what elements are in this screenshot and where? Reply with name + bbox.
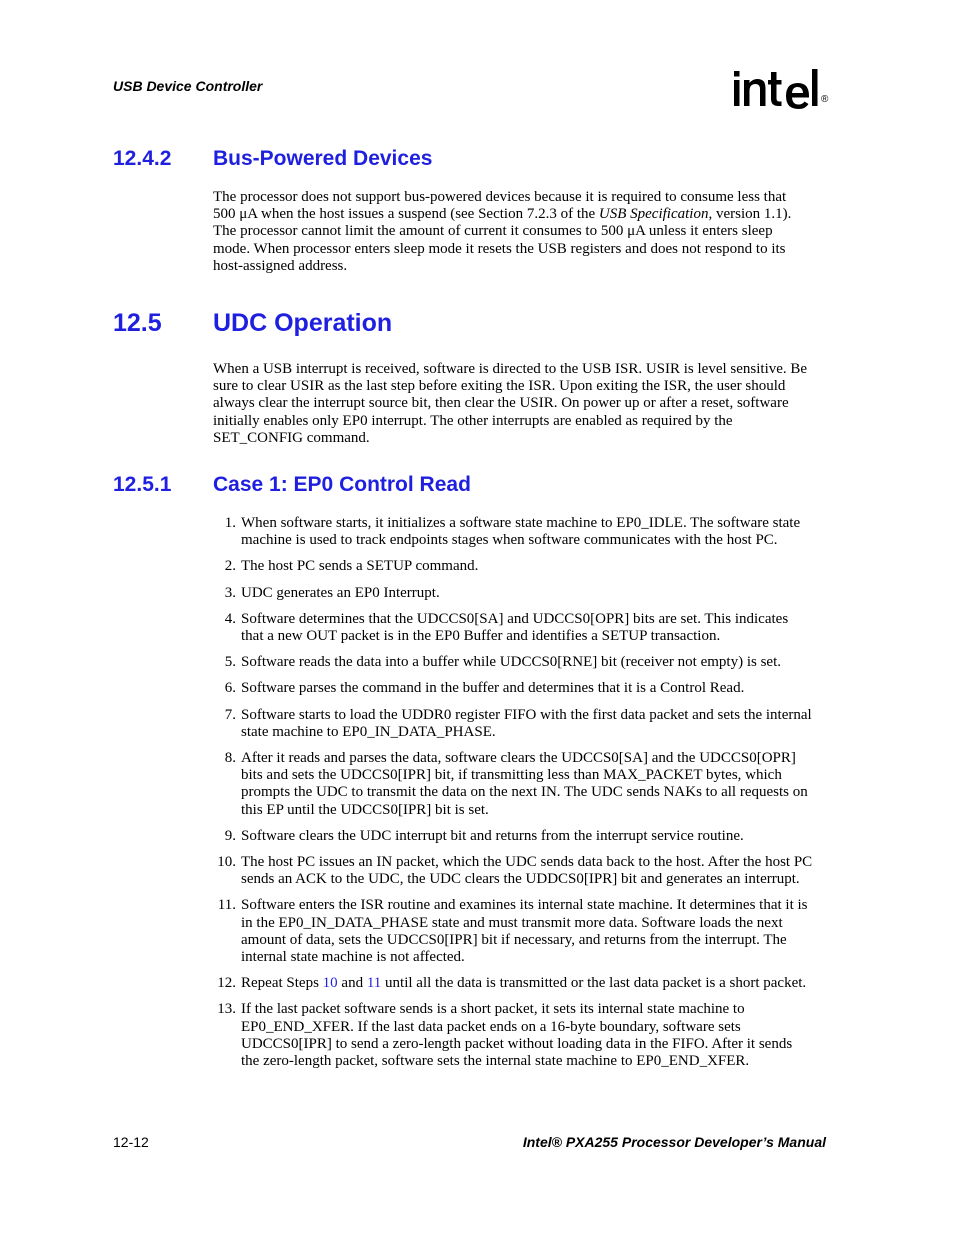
text-line: UDC generates an EP0 Interrupt. (241, 584, 440, 601)
list-marker: 3. (224, 584, 236, 601)
list-marker: 12. (217, 975, 236, 992)
list-marker: 7. (224, 706, 236, 723)
text-line: The processor cannot limit the amount of current it consumes to 500 μA unless it enters sleep (213, 223, 773, 240)
section-title: Case 1: EP0 Control Read (213, 473, 471, 496)
text-line (241, 975, 833, 992)
list-item (213, 585, 833, 602)
usb-spec-reference: USB Specification (598, 206, 709, 223)
step-10-link[interactable]: 10 (322, 975, 338, 992)
running-header: USB Device Controller (113, 78, 263, 94)
list-item (213, 897, 833, 966)
list-marker: 11. (217, 897, 236, 914)
text-line: UDCCS0[IPR] to send a zero-length packet without loading data in the FIFO. After it sends (241, 1035, 793, 1052)
text-line: sends an ACK to the UDC, the UDC clears the UDDCS0[IPR] bit and generates an interrupt. (241, 871, 800, 888)
text-line: When a USB interrupt is received, software is directed to the USB ISR. USIR is level sensitive. Be (213, 361, 808, 377)
list-marker: 4. (224, 610, 236, 627)
section-title: Bus-Powered Devices (213, 147, 433, 170)
registered-mark: ® (821, 94, 829, 105)
text-line: always clear the interrupt source bit, then clear the USIR. On power up or after a reset, software (213, 395, 789, 412)
list-marker: 6. (224, 680, 236, 697)
list-marker: 8. (224, 750, 236, 767)
list-marker: 2. (224, 558, 236, 575)
page-number: 12-12 (113, 1134, 149, 1150)
text-line: host-assigned address. (213, 257, 348, 274)
list-item (213, 975, 833, 992)
text-line: EP0_END_XFER. If the last data packet ends on a 16-byte boundary, software sets (241, 1018, 741, 1035)
list-item (213, 1001, 833, 1070)
text-line: mode. When processor enters sleep mode it resets the USB registers and does not respond to its (213, 240, 786, 257)
list-item (213, 558, 833, 575)
list-item (213, 828, 833, 845)
list-item (213, 611, 833, 645)
text-line: The host PC sends a SETUP command. (241, 558, 479, 575)
step-11-link[interactable]: 11 (366, 975, 382, 992)
list-item (213, 707, 833, 741)
text-line: SET_CONFIG command. (213, 429, 370, 446)
text-line: Software starts to load the UDDR0 register FIFO with the first data packet and sets the internal (241, 706, 812, 723)
list-item (213, 515, 833, 549)
manual-title: Intel® PXA255 Processor Developer’s Manual (522, 1134, 826, 1150)
text-line: Software clears the UDC interrupt bit and returns from the interrupt service routine. (241, 827, 744, 844)
intel-logo (732, 58, 832, 118)
list-marker: 1. (224, 515, 236, 531)
udc-operation-paragraph (213, 361, 831, 447)
list-marker: 9. (224, 827, 236, 844)
control-read-steps-list (213, 515, 833, 1079)
text-line: amount of data, sets the UDCCS0[IPR] bit if necessary, and returns from the interrupt. The (241, 931, 787, 948)
text-line: the zero-length packet, software sets the internal state machine to EP0_END_XFER. (241, 1053, 750, 1070)
text-line: Software parses the command in the buffer and determines that it is a Control Read. (241, 680, 745, 697)
text-run: and (337, 975, 367, 992)
text-line: Software determines that the UDCCS0[SA] and UDCCS0[OPR] bits are set. This indicates (241, 610, 789, 627)
text-line: If the last packet software sends is a short packet, it sets its internal state machine to (241, 1001, 745, 1018)
list-item (213, 854, 833, 888)
text-line: in the EP0_IN_DATA_PHASE state and must transmit more data. Software loads the next (241, 914, 783, 931)
text-line: prompts the UDC to transmit the data on the next IN. The UDC sends NAKs to all requests on (241, 784, 808, 801)
text-line: machine is used to track endpoints stages when software communicates with the host PC. (241, 532, 778, 549)
text-line: sure to clear USIR as the last step before exiting the ISR. Upon exiting the ISR, the user should (213, 378, 786, 395)
text-line: this EP until the UDCCS0[IPR] bit is set. (241, 801, 489, 818)
section-title: UDC Operation (213, 309, 393, 337)
text-run: , version 1.1). (708, 206, 792, 223)
list-item (213, 750, 833, 819)
text-line: After it reads and parses the data, software clears the UDCCS0[SA] and the UDCCS0[OPR] (241, 750, 796, 767)
section-number: 12.5.1 (113, 473, 172, 496)
text-line: When software starts, it initializes a software state machine to EP0_IDLE. The software state (241, 515, 801, 531)
text-line: Software enters the ISR routine and examines its internal state machine. It determines that it is (241, 897, 808, 914)
text-line: internal state machine is not affected. (241, 949, 465, 966)
text-run: until all the data is transmitted or the last data packet is a short packet. (381, 975, 807, 992)
text-line (213, 206, 831, 223)
text-line: bits and sets the UDCCS0[IPR] bit, if transmitting less than MAX_PACKET bytes, which (241, 767, 782, 784)
intel-logo-graphic (732, 58, 832, 118)
text-run: Repeat Steps (241, 975, 323, 992)
text-line: state machine to EP0_IN_DATA_PHASE. (241, 723, 496, 740)
list-item (213, 680, 833, 697)
text-line: The processor does not support bus-powered devices because it is required to consume less that (213, 189, 787, 205)
text-line: that a new OUT packet is in the EP0 Buffer and identifies a SETUP transaction. (241, 628, 721, 645)
list-marker: 13. (217, 1001, 236, 1018)
section-number: 12.4.2 (113, 147, 172, 170)
section-number: 12.5 (113, 309, 162, 337)
text-line: Software reads the data into a buffer while UDCCS0[RNE] bit (receiver not empty) is set. (241, 654, 781, 671)
list-marker: 5. (224, 654, 236, 671)
text-line: initially enables only EP0 interrupt. The other interrupts are enabled as required by the (213, 412, 733, 429)
bus-powered-paragraph (213, 189, 831, 275)
text-run: 500 μA when the host issues a suspend (see Section 7.2.3 of the (213, 206, 599, 223)
list-marker: 10. (217, 854, 236, 871)
list-item (213, 654, 833, 671)
text-line: The host PC issues an IN packet, which the UDC sends data back to the host. After the host PC (241, 854, 813, 871)
